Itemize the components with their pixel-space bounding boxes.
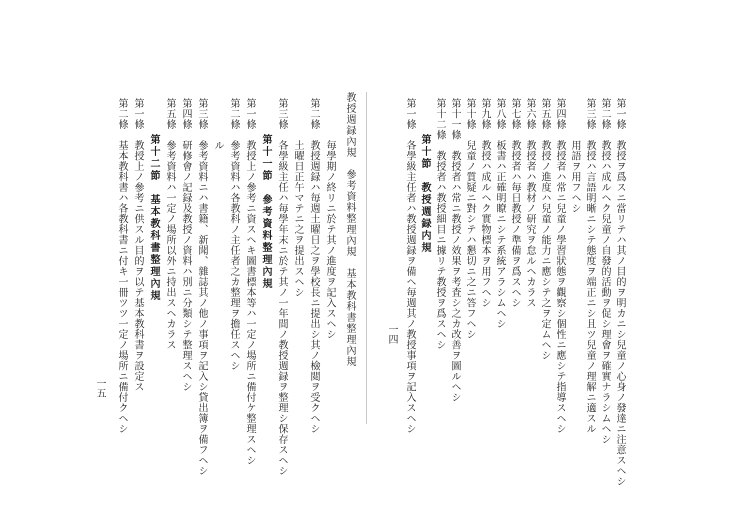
left-col-1: 毎學期ノ終リニ於テ其ノ進度ヲ記入スヘシ — [324, 98, 335, 340]
right-col-2: 第二條 教授ハ成ルヘク兒童ノ自發的活動ヲ促シ理會ヲ確實ナラシムヘシ — [599, 98, 610, 445]
right-col-1: 第一條 教授ヲ爲スニ當リテハ其ノ目的ヲ明カニシ兒童ノ心身ノ發達ニ注意スヘシ — [614, 98, 625, 487]
right-col-4: 用語ヲ用フヘシ — [569, 98, 580, 214]
page-gutter — [366, 92, 367, 424]
right-col-7: 第六條 教授者ハ教材ノ研究ヲ怠ルヘカラス — [524, 98, 535, 308]
left-section-heading-1: 第十一節 參考資料整理內規 — [260, 98, 271, 290]
running-title: 教授週録內規 參考資料整理內規 基本教科書整理內規 — [344, 92, 355, 367]
left-col-4: 第三條 各學級主任ハ毎學年末ニ於テ其ノ一年間ノ教授週録ヲ整理シ保存スヘシ — [276, 98, 287, 476]
left-page-number: 一五 — [94, 378, 105, 398]
left-col-3: 土曜日正午マテニ之ヲ提出スヘシ — [292, 98, 303, 298]
right-col-8: 第七條 教授者ハ毎日教授ノ準備ヲ爲スヘシ — [509, 98, 520, 308]
left-section-heading-2: 第十二節 基本教科書整理內規 — [148, 98, 159, 302]
left-col-7: 第二條 參考資料ハ各教科ノ主任者之カ整理ヲ擔任スヘシ — [228, 98, 239, 371]
left-col-14: 第二條 基本教科書ハ各教科書ニ付キ一冊ツツ一定ノ場所ニ備付クヘシ — [116, 98, 127, 434]
right-col-11: 第十條 兒童ノ質疑ニ對シテハ懇切ニ之ニ答フヘシ — [464, 98, 475, 340]
left-col-10: 第四條 研修會ノ記録及教授ノ資料ハ別ニ分類シテ整理スヘシ — [180, 98, 191, 392]
right-col-9: 第八條 板書ハ正確明瞭ニシテ系統アラシムヘシ — [494, 98, 505, 329]
right-col-5: 第四條 教授者ハ常ニ兒童ノ學習狀態ヲ觀察シ個性ニ應シテ指導スヘシ — [554, 98, 565, 434]
left-col-13: 第一條 教授上ノ參考ニ供スル目的ヲ以テ基本教科書ヲ設定ス — [132, 98, 143, 392]
right-col-3: 第三條 教授ハ言語明晰ニシテ態度ヲ端正ニシ且ツ兒童ノ理解ニ適スル — [584, 98, 595, 434]
right-col-15: 第一條 各學級主任者ハ教授週録ヲ備ヘ毎週其ノ教授事項ヲ記入スヘシ — [404, 98, 415, 434]
right-col-6: 第五條 教授ノ進度ハ兒童ノ能力ニ應シテ之ヲ定ムヘシ — [539, 98, 550, 361]
right-page — [384, 88, 646, 487]
left-col-9: 第三條 參考資料ニハ書籍、新聞、雜誌其ノ他ノ事項ヲ記入シ貸出簿ヲ備フヘシ — [196, 98, 207, 476]
left-col-2: 第二條 教授週録ハ毎週土曜日之ヲ學校長ニ提出シ其ノ檢閲ヲ受クヘシ — [308, 98, 319, 434]
left-col-11: 第五條 參考資料ハ一定ノ場所以外ニ持出スヘカラス — [164, 98, 175, 350]
right-section-heading: 第十節 教授週録内規 — [419, 98, 430, 254]
left-page — [92, 88, 360, 476]
right-col-10: 第九條 教授ハ成ルヘク實物標本ヲ用フヘシ — [479, 98, 490, 308]
right-page-number: 一四 — [386, 324, 397, 344]
left-col-6: 第一條 教授上ノ參考ニ資スヘキ圖書標本等ハ一定ノ場所ニ備付ケ整理スヘシ — [244, 98, 255, 466]
right-col-13: 第十二條 教授者ハ教授細目ニ據リテ教授ヲ爲スヘシ — [434, 98, 445, 350]
left-col-8: ル — [212, 98, 223, 151]
right-col-12: 第十一條 教授者ハ常ニ教授ノ效果ヲ考査シ之カ改善ヲ圖ルヘシ — [449, 98, 460, 403]
